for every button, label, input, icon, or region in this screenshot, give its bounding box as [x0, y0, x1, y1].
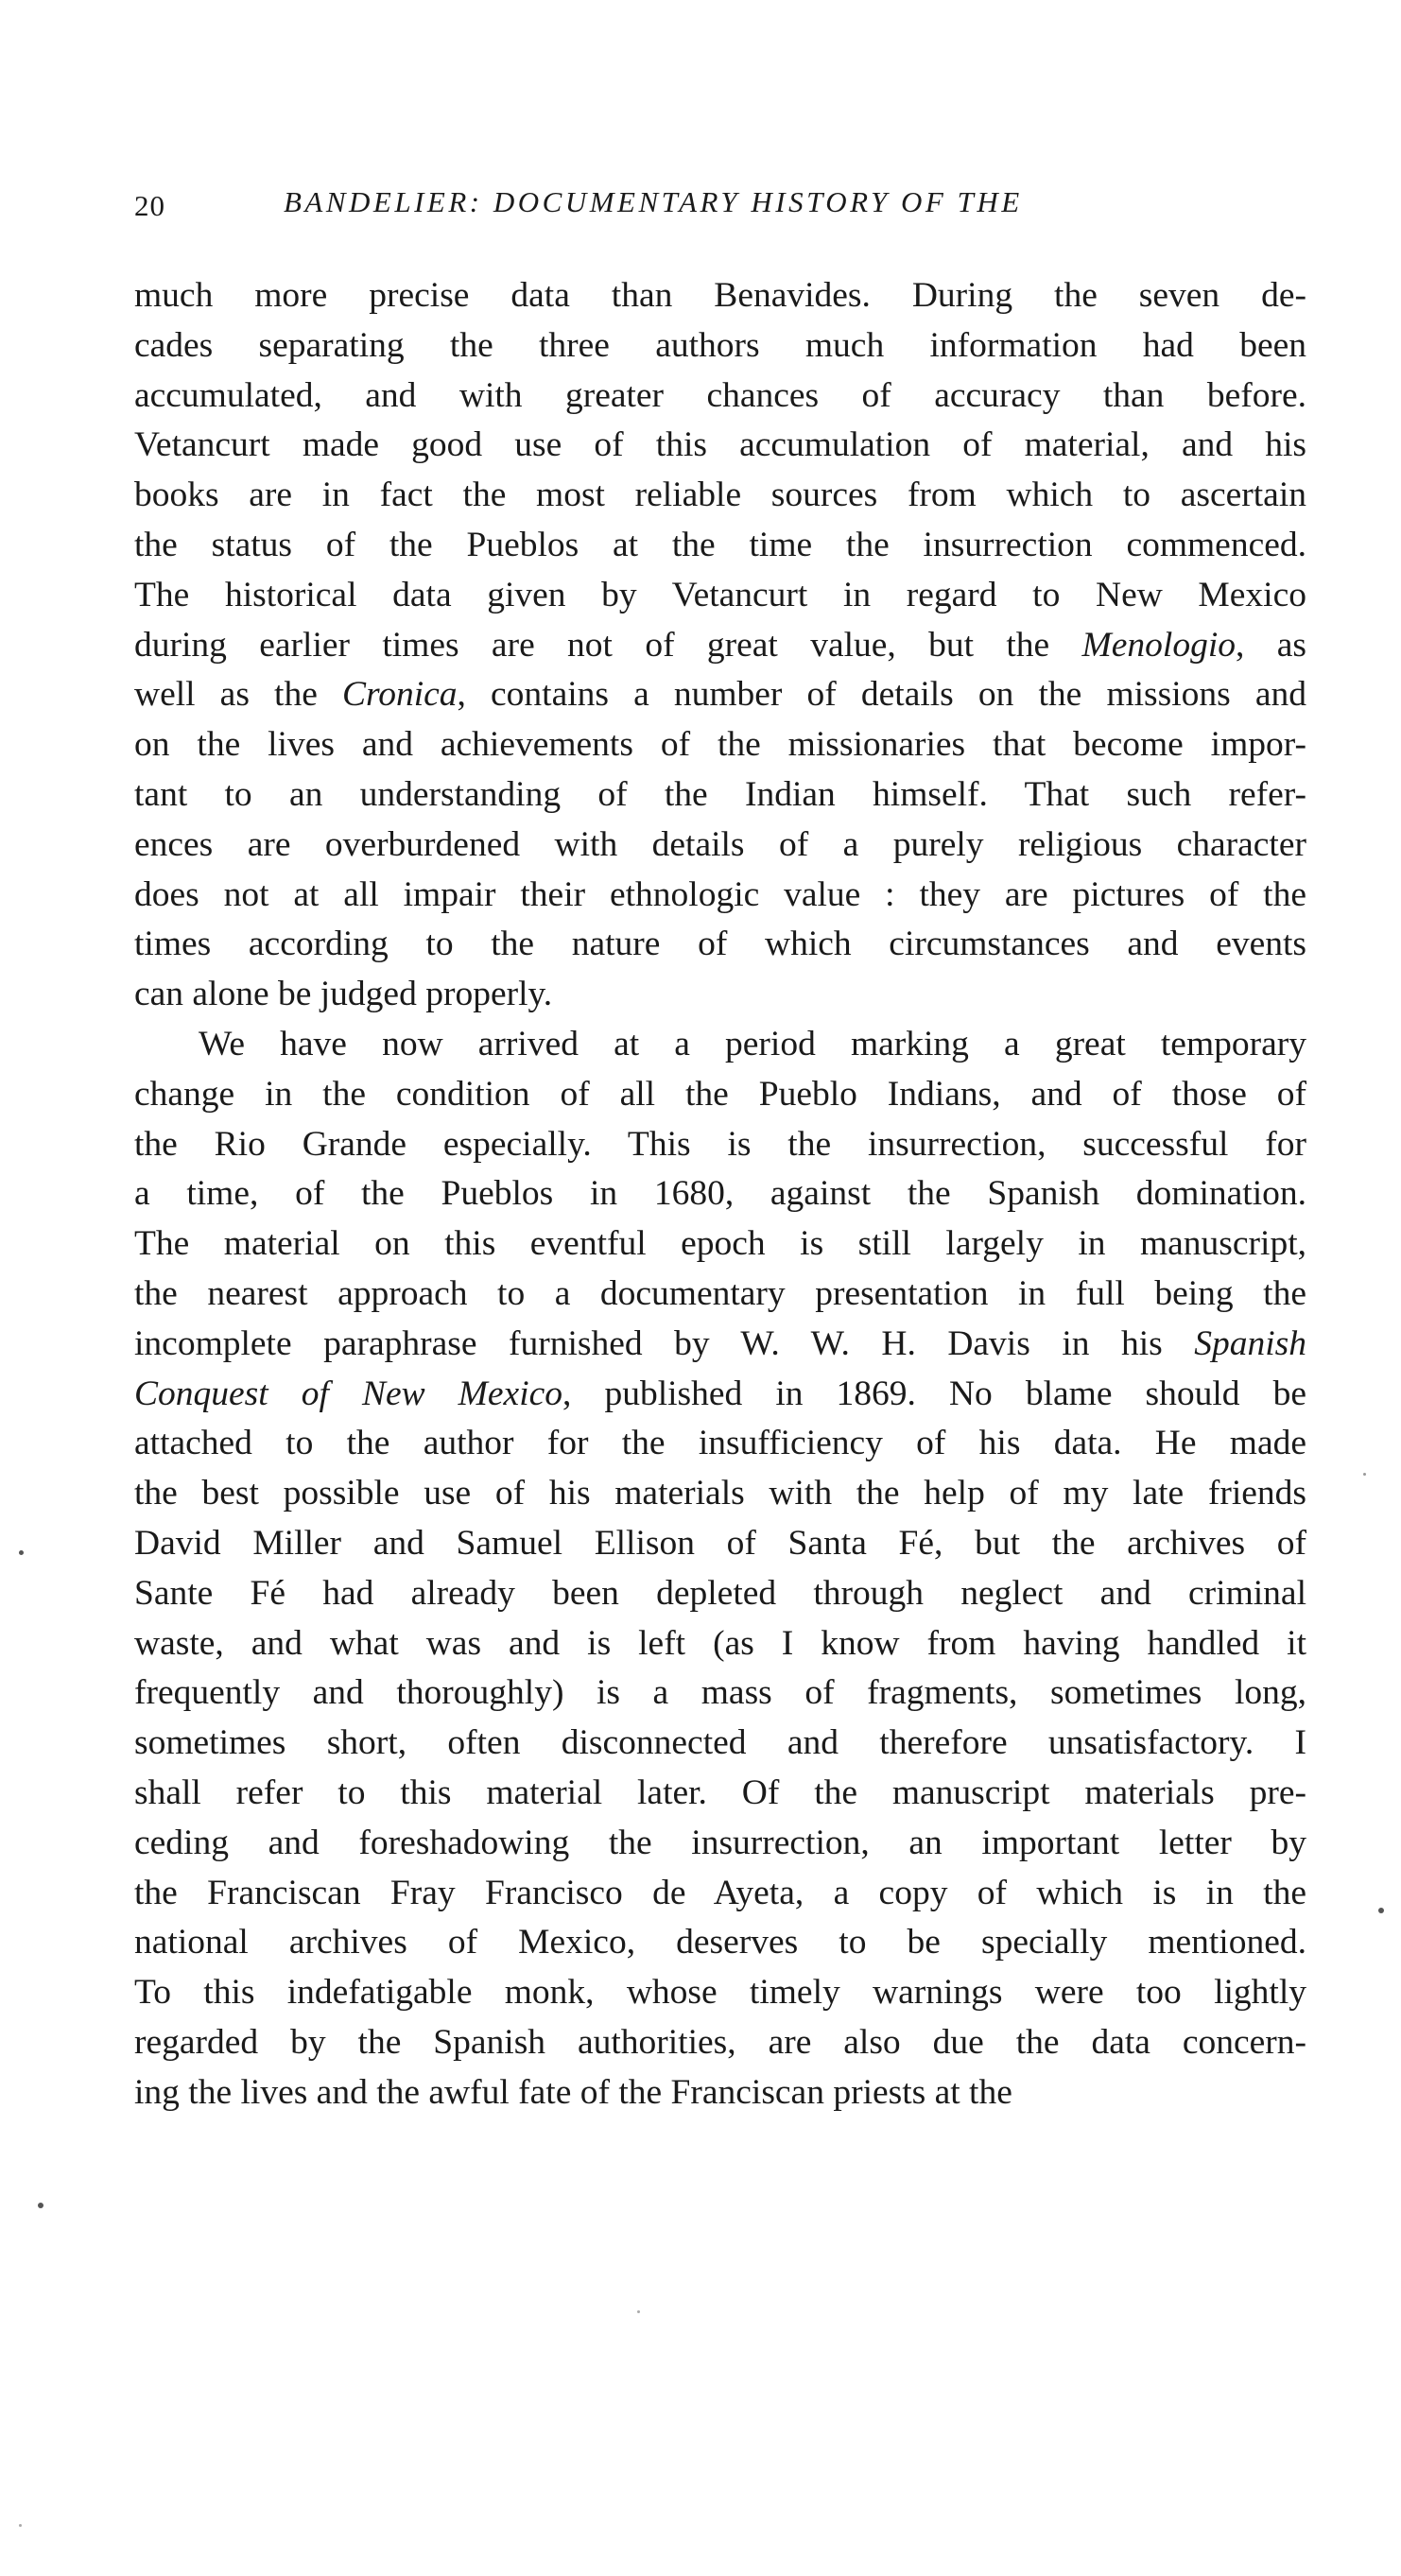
text-line: [134, 421, 1306, 471]
line-segment: , published in 1869. No blame should be: [562, 1374, 1306, 1413]
line-segment: regarded by the Spanish authorities, are also due the data concern-: [134, 2022, 1306, 2062]
line-segment: Sante Fé had already been depleted through neglect and criminal: [134, 1573, 1306, 1613]
text-line: [134, 1968, 1306, 2018]
text-line: [134, 821, 1306, 871]
line-segment: The historical data given by Vetancurt in regard to New Mexico: [134, 575, 1306, 614]
line-segment: well as the: [134, 675, 342, 715]
line-segment: during earlier times are not of great value, but the: [134, 625, 1082, 665]
text-line: [134, 1668, 1306, 1719]
running-head: [134, 185, 1306, 231]
text-line: [134, 372, 1306, 422]
line-segment: much more precise data than Benavides. During the seven de-: [134, 276, 1306, 315]
line-segment: shall refer to this material later. Of the manuscript materials pre-: [134, 1772, 1306, 1812]
text-line: [134, 1769, 1306, 1819]
scan-speck: [38, 2203, 43, 2208]
text-line: [134, 1819, 1306, 1869]
italic-title: Menologio: [1081, 625, 1237, 665]
page-number: 20: [134, 189, 165, 222]
italic-title: Conquest of New Mexico: [134, 1374, 563, 1413]
text-line: [134, 871, 1306, 921]
text-line: [134, 1619, 1306, 1669]
running-title: BANDELIER: DOCUMENTARY HISTORY OF THE: [284, 185, 1023, 218]
text-line: [134, 621, 1306, 671]
line-segment: accumulated, and with greater chances of accuracy than before.: [134, 375, 1306, 415]
scan-speck: [1378, 1908, 1384, 1913]
line-segment: David Miller and Samuel Ellison of Santa Fé, but the archives of: [134, 1523, 1306, 1563]
line-segment: cades separating the three authors much information had been: [134, 325, 1306, 365]
text-line: [134, 1320, 1306, 1370]
line-segment: , contains a number of details on the missions and: [457, 675, 1306, 715]
text-line: [134, 1219, 1306, 1270]
text-line: [134, 571, 1306, 621]
text-line: [134, 720, 1306, 770]
text-line: [134, 2018, 1306, 2068]
text-line: [134, 1869, 1306, 1919]
text-line: [134, 2068, 1306, 2118]
text-line: [134, 321, 1306, 372]
text-line: [134, 1270, 1306, 1320]
line-segment: We have now arrived at a period marking a great temporary: [199, 1024, 1306, 1063]
line-segment: the nearest approach to a documentary presentation in full being the: [134, 1273, 1306, 1313]
scan-speck: [19, 2524, 22, 2527]
text-line: [134, 1070, 1306, 1120]
text-line: [134, 1370, 1306, 1420]
text-line: [134, 271, 1306, 321]
line-segment: waste, and what was and is left (as I know from having handled it: [134, 1623, 1306, 1663]
text-line: [134, 1469, 1306, 1519]
text-line: [134, 670, 1306, 720]
text-line: [134, 920, 1306, 970]
text-line: [134, 970, 1306, 1020]
line-segment: can alone be judged properly.: [134, 975, 553, 1014]
line-segment: attached to the author for the insufficiency of his data. He made: [134, 1424, 1306, 1463]
text-line: [134, 1419, 1306, 1469]
line-segment: , as: [1236, 625, 1306, 665]
line-segment: a time, of the Pueblos in 1680, against the Spanish domination.: [134, 1174, 1306, 1214]
line-segment: Vetancurt made good use of this accumulation of material, and his: [134, 425, 1306, 465]
text-line: [134, 1020, 1306, 1070]
line-segment: ing the lives and the awful fate of the Franciscan priests at the: [134, 2072, 1012, 2112]
line-segment: the status of the Pueblos at the time the insurrection commenced.: [134, 525, 1306, 564]
text-line: [134, 1719, 1306, 1769]
text-line: [134, 1519, 1306, 1569]
line-segment: books are in fact the most reliable sources from which to ascertain: [134, 475, 1306, 515]
line-segment: does not at all impair their ethnologic value : they are pictures of the: [134, 874, 1306, 914]
line-segment: the best possible use of his materials with the help of my late friends: [134, 1474, 1306, 1513]
text-line: [134, 1169, 1306, 1219]
line-segment: national archives of Mexico, deserves to be specially mentioned.: [134, 1923, 1306, 1962]
italic-title: Spanish: [1194, 1323, 1306, 1363]
scan-speck: [19, 1550, 24, 1555]
line-segment: on the lives and achievements of the missionaries that become impor-: [134, 725, 1306, 765]
line-segment: change in the condition of all the Pueblo Indians, and of those of: [134, 1074, 1306, 1114]
line-segment: times according to the nature of which circumstances and events: [134, 925, 1306, 964]
text-line: [134, 1569, 1306, 1619]
text-line: [134, 770, 1306, 821]
line-segment: To this indefatigable monk, whose timely warnings were too lightly: [134, 1973, 1306, 2013]
italic-title: Cronica: [341, 675, 458, 715]
line-segment: the Rio Grande especially. This is the insurrection, successful for: [134, 1124, 1306, 1164]
line-segment: frequently and thoroughly) is a mass of fragments, sometimes long,: [134, 1673, 1306, 1713]
line-segment: the Franciscan Fray Francisco de Ayeta, a copy of which is in the: [134, 1873, 1306, 1912]
line-segment: ences are overburdened with details of a purely religious character: [134, 824, 1306, 864]
line-segment: ceding and foreshadowing the insurrection, an important letter by: [134, 1823, 1306, 1862]
scan-speck: [1363, 1473, 1366, 1476]
line-segment: The material on this eventful epoch is still largely in manuscript,: [134, 1224, 1306, 1264]
text-line: [134, 521, 1306, 571]
line-segment: sometimes short, often disconnected and therefore unsatisfactory. I: [134, 1723, 1306, 1763]
text-line: [134, 1918, 1306, 1968]
text-line: [134, 1120, 1306, 1170]
scan-speck: [637, 2310, 640, 2313]
line-segment: incomplete paraphrase furnished by W. W. H. Davis in his: [134, 1323, 1195, 1363]
line-segment: tant to an understanding of the Indian himself. That such refer-: [134, 774, 1306, 814]
text-line: [134, 471, 1306, 521]
body-text: [134, 271, 1306, 2118]
